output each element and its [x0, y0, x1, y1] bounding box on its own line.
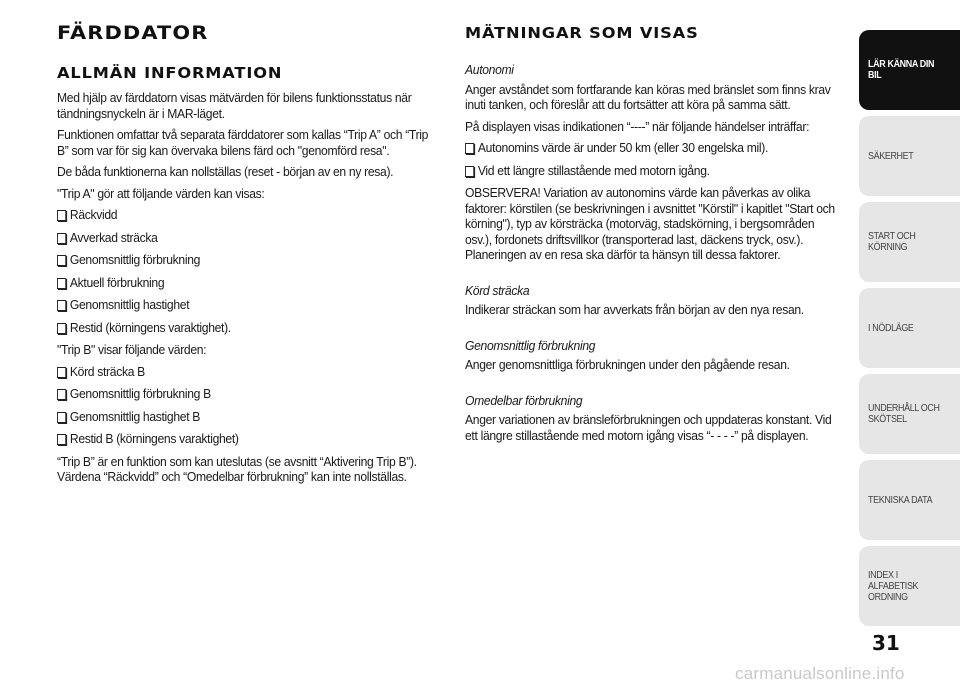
section-heading-general: ALLMÄN INFORMATION: [57, 64, 283, 82]
list-item: Avverkad sträcka: [57, 230, 440, 246]
page-number: 31: [872, 631, 900, 655]
checkbox-bullet-icon: [57, 323, 66, 334]
tab-tekniska-data[interactable]: TEKNISKA DATA: [859, 460, 960, 540]
paragraph: Funktionen omfattar två separata färddatorer som kallas “Trip A” och “Trip B” som var för sig kan övervaka bilens färd och "genomförd resa".: [57, 127, 429, 158]
paragraph: Indikerar sträckan som har avverkats från början av den nya resan.: [465, 302, 804, 317]
paragraph: Med hjälp av färddatorn visas mätvärden för bilens funktionsstatus när tändningsnyckeln är i MAR-läget.: [57, 90, 412, 121]
checkbox-bullet-icon: [57, 300, 66, 311]
checkbox-bullet-icon: [57, 412, 66, 423]
list-item: Genomsnittlig förbrukning B: [57, 386, 440, 402]
subheading-omedelbar-forbrukning: Omedelbar förbrukning: [465, 392, 583, 408]
list-item: Räckvidd: [57, 207, 440, 223]
paragraph: "Trip B" visar följande värden:: [57, 342, 207, 357]
tab-underhall-och-skotsel[interactable]: UNDERHÅLL OCH SKÖTSEL: [859, 374, 960, 454]
paragraph: "Trip A" gör att följande värden kan visas:: [57, 185, 265, 201]
paragraph: OBSERVERA! Variation av autonomins värde kan påverkas av olika faktorer: körstilen (se beskrivningen i avsnittet "Körstil" i kapitlet "Start och körning"), typ av körsträcka (motorväg, stadskörning, i bergsområden osv.), fordonets driftsvillkor (transporterad last, däckens tryck, osv.). Planeringen av en resa ska därför ta hänsyn till dessa faktorer.: [465, 185, 835, 262]
list-item: Aktuell förbrukning: [57, 275, 440, 291]
page-title: FÄRDDATOR: [57, 22, 209, 44]
tab-sakerhet[interactable]: SÄKERHET: [859, 116, 960, 196]
paragraph: Anger genomsnittliga förbrukningen under den pågående resan.: [465, 357, 790, 372]
list-item: Restid (körningens varaktighet).: [57, 320, 440, 336]
subheading-autonomi: Autonomi: [465, 62, 514, 77]
subheading-genomsnittlig-forbrukning: Genomsnittlig förbrukning: [465, 337, 596, 353]
watermark: carmanualsonline.info: [735, 664, 905, 683]
checkbox-bullet-icon: [57, 255, 66, 266]
list-item: Genomsnittlig hastighet: [57, 297, 440, 313]
paragraph: Anger avståndet som fortfarande kan köras med bränslet som finns krav inuti tanken, och föreslår att du fortsätter att köra på samma sätt.: [465, 81, 831, 112]
list-item: Autonomins värde är under 50 km (eller 30 engelska mil).: [465, 140, 843, 156]
checkbox-bullet-icon: [57, 210, 66, 221]
paragraph: Anger variationen av bränsleförbrukningen och uppdateras konstant. Vid ett längre stillastående med motorn igång visas “- - - -” på displayen.: [465, 412, 832, 443]
right-body: [465, 62, 845, 449]
paragraph: På displayen visas indikationen “----” när följande händelser inträffar:: [465, 118, 810, 134]
list-item: Körd sträcka B: [57, 364, 440, 380]
checkbox-bullet-icon: [465, 143, 474, 154]
checkbox-bullet-icon: [57, 367, 66, 378]
checkbox-bullet-icon: [57, 434, 66, 445]
tab-i-nodlage[interactable]: I NÖDLÄGE: [859, 288, 960, 368]
checkbox-bullet-icon: [57, 233, 66, 244]
list-item: Vid ett längre stillastående med motorn igång.: [465, 163, 843, 179]
checkbox-bullet-icon: [57, 278, 66, 289]
checkbox-bullet-icon: [57, 389, 66, 400]
list-item: Restid B (körningens varaktighet): [57, 431, 440, 447]
tab-start-och-korning[interactable]: START OCH KÖRNING: [859, 202, 960, 282]
tab-index[interactable]: INDEX I ALFABETISK ORDNING: [859, 546, 960, 626]
chapter-sidebar: [859, 0, 960, 640]
paragraph: “Trip B” är en funktion som kan uteslutas (se avsnitt “Aktivering Trip B”). Värdena “Räckvidd” och “Omedelbar förbrukning” kan inte nollställas.: [57, 453, 417, 484]
section-heading-measurements: MÄTNINGAR SOM VISAS: [465, 24, 699, 42]
tab-lar-kanna-din-bil[interactable]: LÄR KÄNNA DIN BIL: [859, 30, 960, 110]
paragraph: De båda funktionerna kan nollställas (reset - början av en ny resa).: [57, 164, 394, 179]
checkbox-bullet-icon: [465, 166, 474, 177]
list-item: Genomsnittlig förbrukning: [57, 252, 440, 268]
left-body: [57, 90, 442, 491]
subheading-kord-stracka: Körd sträcka: [465, 282, 530, 298]
list-item: Genomsnittlig hastighet B: [57, 409, 440, 425]
